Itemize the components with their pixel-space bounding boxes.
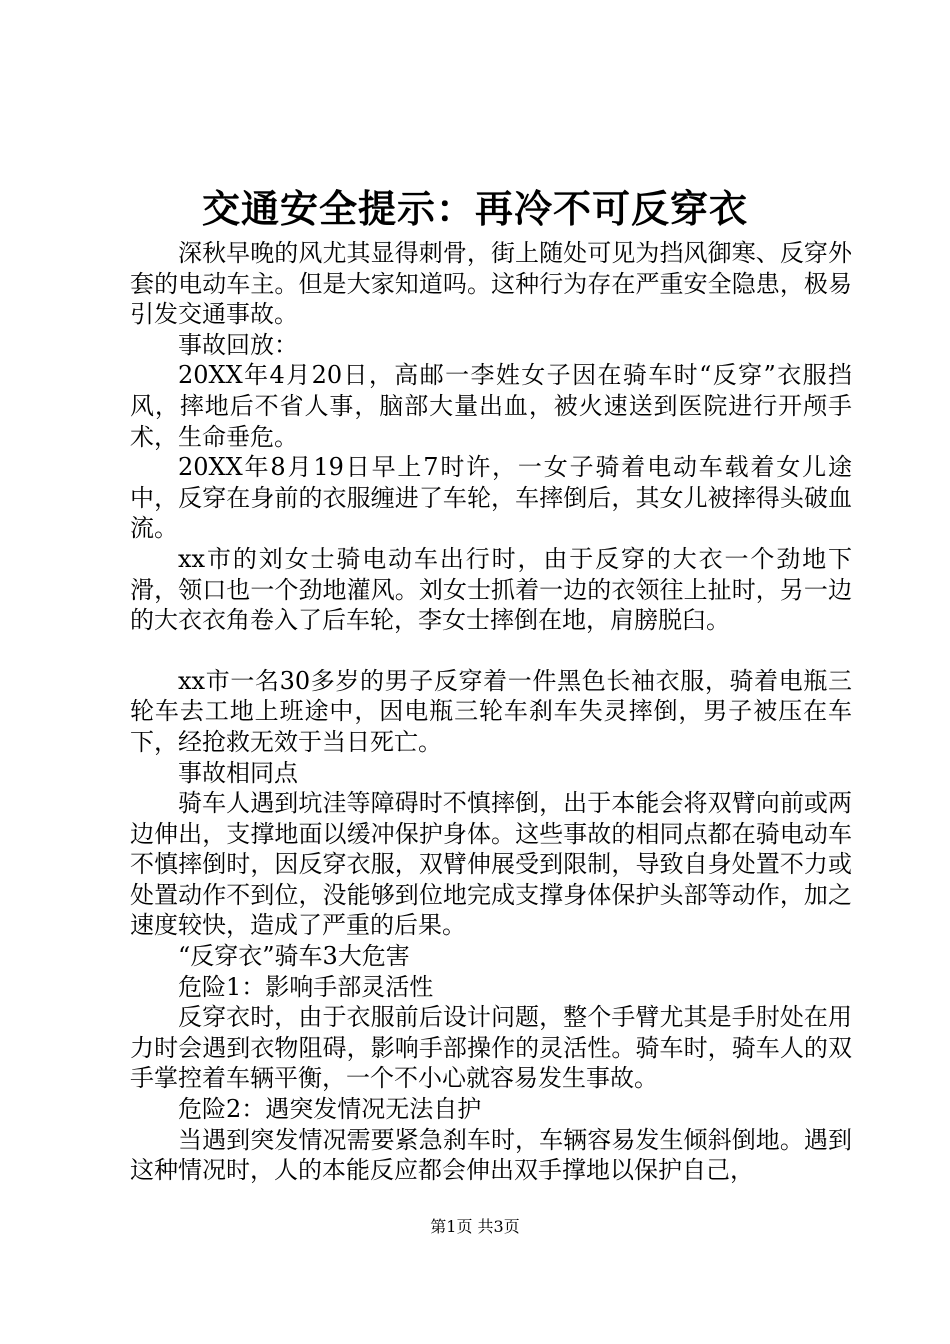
paragraph-hazard-2: 当遇到突发情况需要紧急刹车时，车辆容易发生倾斜倒地。遇到这种情况时，人的本能反应都会伸出双手撑地以保护自己， <box>130 1125 852 1185</box>
paragraph-intro: 深秋早晚的风尤其显得刺骨，街上随处可见为挡风御寒、反穿外套的电动车主。但是大家知道吗。这种行为存在严重安全隐患，极易引发交通事故。 <box>130 239 852 329</box>
section-heading-three-hazards: “反穿衣”骑车3大危害 <box>178 942 410 971</box>
paragraph-common-points: 骑车人遇到坑洼等障碍时不慎摔倒，出于本能会将双臂向前或两边伸出，支撑地面以缓冲保护身体。这些事故的相同点都在骑电动车不慎摔倒时，因反穿衣服，双臂伸展受到限制，导致自身处置不力或处置动作不到位，没能够到位地完成支撑身体保护头部等动作，加之速度较快，造成了严重的后果。 <box>130 789 852 940</box>
paragraph-case-4: xx市一名30多岁的男子反穿着一件黑色长袖衣服，骑着电瓶三轮车去工地上班途中，因电瓶三轮车刹车失灵摔倒，男子被压在车下，经抢救无效于当日死亡。 <box>130 666 852 756</box>
subheading-hazard-1: 危险1：影响手部灵活性 <box>178 972 434 1001</box>
paragraph-hazard-1: 反穿衣时，由于衣服前后设计问题，整个手臂尤其是手肘处在用力时会遇到衣物阻碍，影响手部操作的灵活性。骑车时，骑车人的双手掌控着车辆平衡，一个不小心就容易发生事故。 <box>130 1003 852 1093</box>
paragraph-case-1: 20XX年4月20日，高邮一李姓女子因在骑车时“反穿”衣服挡风，摔地后不省人事，脑部大量出血，被火速送到医院进行开颅手术，生命垂危。 <box>130 361 852 451</box>
document-body <box>130 238 852 1186</box>
page-title: 交通安全提示：再冷不可反穿衣 <box>201 186 748 231</box>
subheading-hazard-2: 危险2：遇突发情况无法自护 <box>178 1095 482 1124</box>
page-footer: 第1页 共3页 <box>430 1217 520 1236</box>
paragraph-case-2: 20XX年8月19日早上7时许，一女子骑着电动车载着女儿途中，反穿在身前的衣服缠进了车轮，车摔倒后，其女儿被摔得头破血流。 <box>130 453 852 543</box>
section-heading-common-points: 事故相同点 <box>178 758 298 787</box>
paragraph-case-3: xx市的刘女士骑电动车出行时，由于反穿的大衣一个劲地下滑，领口也一个劲地灌风。刘女士抓着一边的衣领往上扯时，另一边的大衣衣角卷入了后车轮，李女士摔倒在地，肩膀脱臼。 <box>130 544 852 635</box>
section-heading-accident-review: 事故回放： <box>178 330 298 359</box>
